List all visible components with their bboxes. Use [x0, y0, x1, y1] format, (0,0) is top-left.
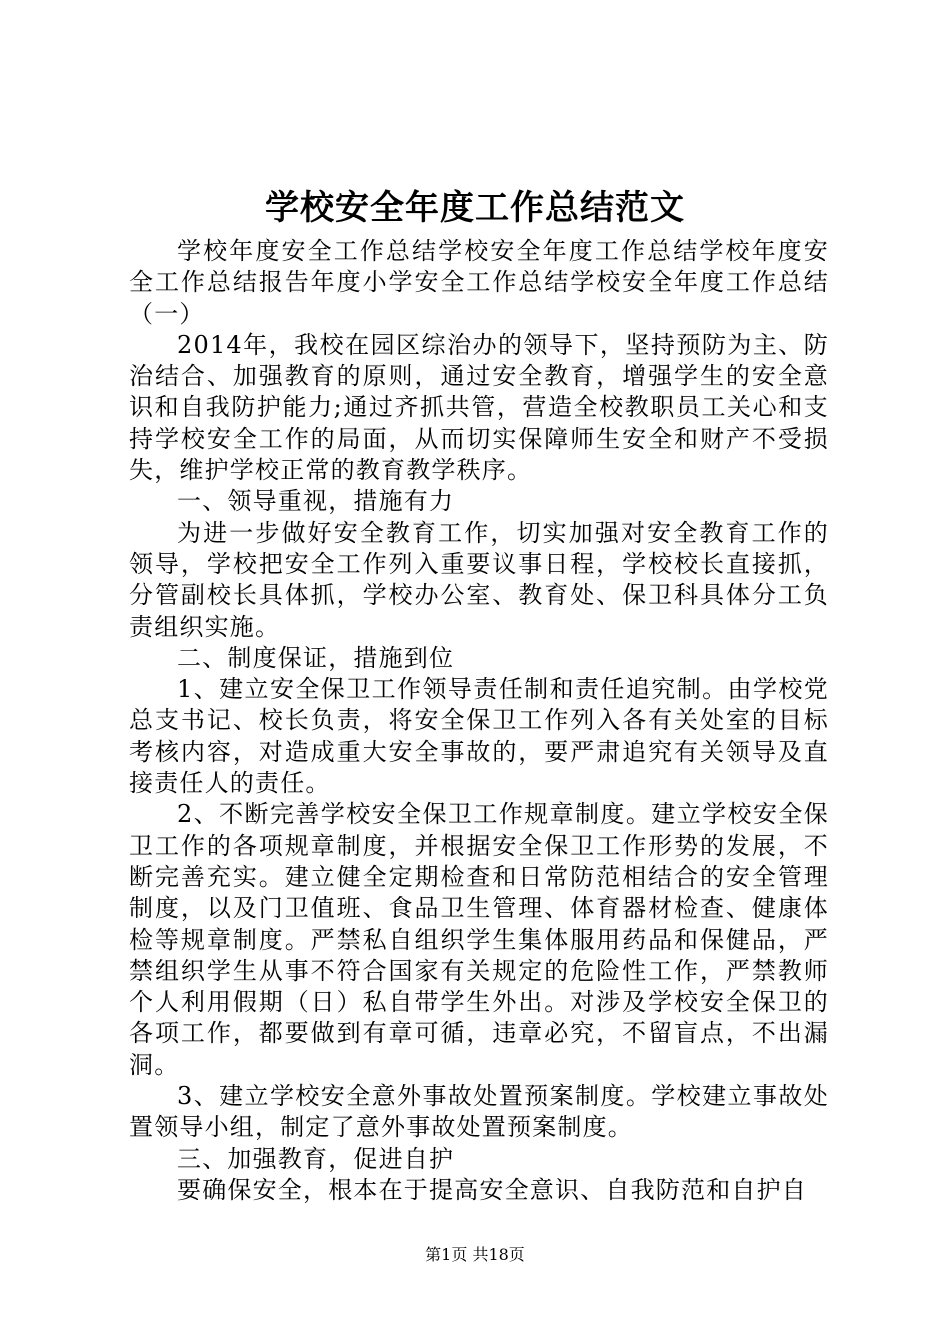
document-body — [129, 236, 829, 1206]
section-heading-3: 三、加强教育，促进自护 — [177, 1144, 455, 1173]
intro-paragraph: 学校年度安全工作总结学校安全年度工作总结学校年度安全工作总结报告年度小学安全工作总结学校安全年度工作总结（一） — [129, 237, 829, 328]
section-2-item-1: 1、建立安全保卫工作领导责任制和责任追究制。由学校党总支书记、校长负责，将安全保卫工作列入各有关处室的目标考核内容，对造成重大安全事故的，要严肃追究有关领导及直接责任人的责任。 — [129, 675, 829, 798]
section-2-item-2: 2、不断完善学校安全保卫工作规章制度。建立学校安全保卫工作的各项规章制度，并根据安全保卫工作形势的发展，不断完善充实。建立健全定期检查和日常防范相结合的安全管理制度，以及门卫值班、食品卫生管理、体育器材检查、健康体检等规章制度。严禁私自组织学生集体服用药品和保健品，严禁组织学生从事不符合国家有关规定的危险性工作，严禁教师个人利用假期（日）私自带学生外出。对涉及学校安全保卫的各项工作，都要做到有章可循，违章必究，不留盲点，不出漏洞。 — [129, 800, 829, 1079]
page-footer: 第1页 共18页 — [425, 1245, 525, 1264]
overview-paragraph: 2014年，我校在园区综治办的领导下，坚持预防为主、防治结合、加强教育的原则，通过安全教育，增强学生的安全意识和自我防护能力;通过齐抓共管，营造全校教职员工关心和支持学校安全工作的局面，从而切实保障师生安全和财产不受损失，维护学校正常的教育教学秩序。 — [129, 330, 829, 485]
section-1-paragraph: 为进一步做好安全教育工作，切实加强对安全教育工作的领导，学校把安全工作列入重要议事日程，学校校长直接抓，分管副校长具体抓，学校办公室、教育处、保卫科具体分工负责组织实施。 — [129, 518, 829, 641]
section-2-item-3: 3、建立学校安全意外事故处置预案制度。学校建立事故处置领导小组，制定了意外事故处置预案制度。 — [129, 1082, 829, 1142]
document-title: 学校安全年度工作总结范文 — [265, 188, 685, 228]
section-heading-2: 二、制度保证，措施到位 — [177, 643, 455, 672]
section-3-paragraph: 要确保安全，根本在于提高安全意识、自我防范和自护自 — [177, 1175, 807, 1204]
section-heading-1: 一、领导重视，措施有力 — [177, 487, 455, 516]
